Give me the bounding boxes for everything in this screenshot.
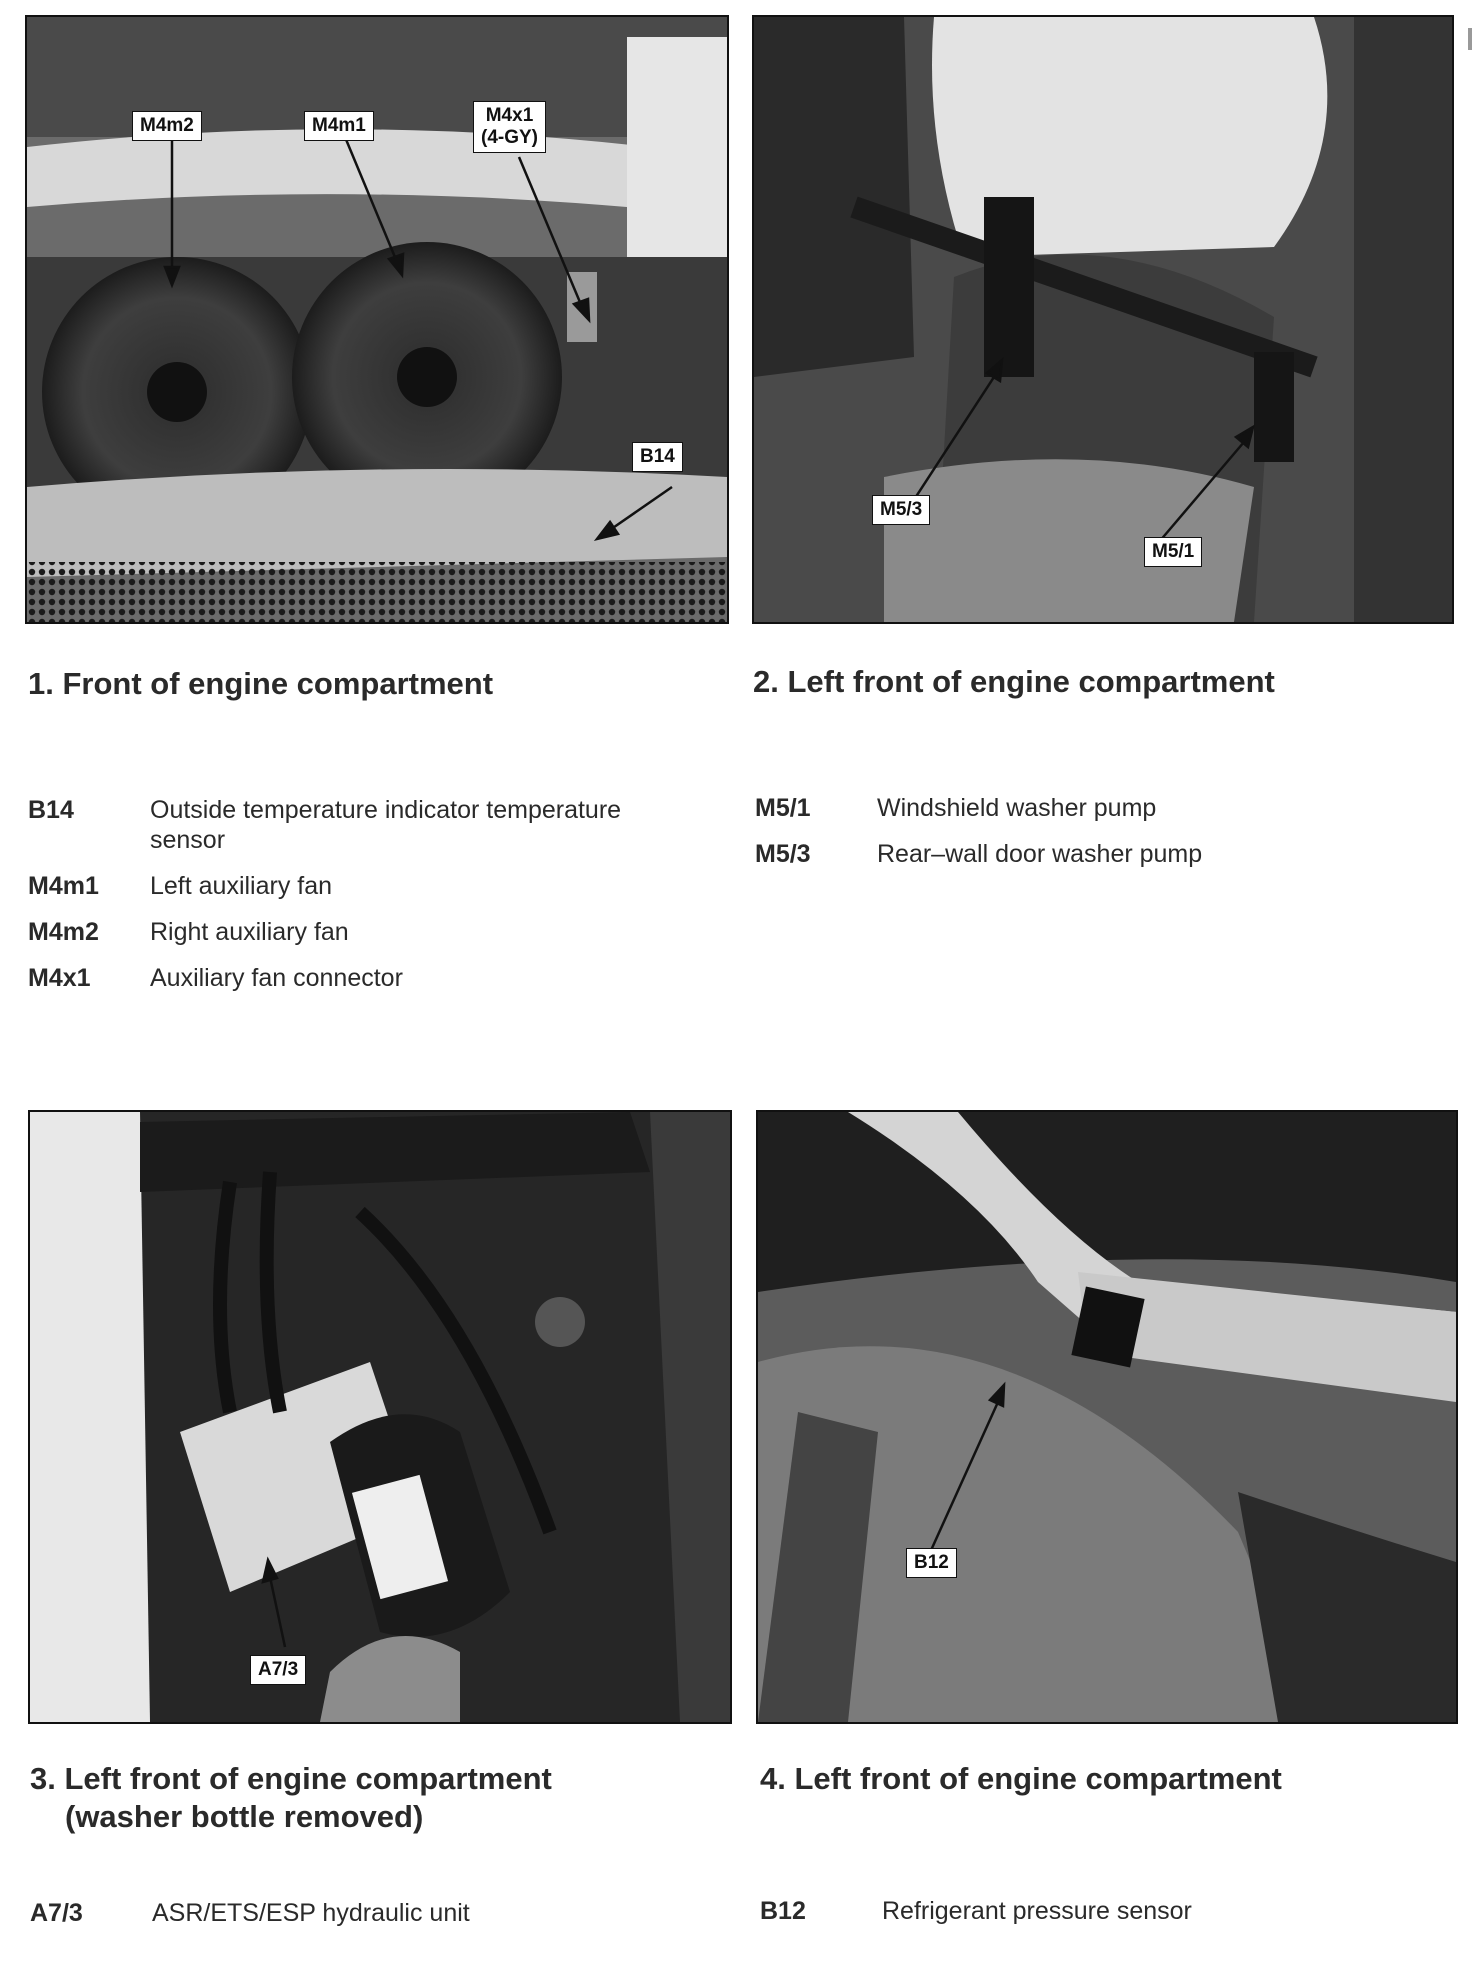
- figure-3-title: Left front of engine compartment: [64, 1761, 552, 1796]
- figure-2-title: Left front of engine compartment: [787, 664, 1275, 699]
- washer-pumps-photo-illustration: [754, 17, 1452, 622]
- legend-desc: Auxiliary fan connector: [150, 964, 403, 992]
- callout-b14: B14: [632, 442, 683, 472]
- figure-4-title: Left front of engine compartment: [794, 1761, 1282, 1796]
- legend-code: B14: [28, 796, 74, 824]
- callout-m4x1: [473, 101, 546, 153]
- legend-code: M4m2: [28, 918, 99, 946]
- legend-desc: Outside temperature indicator temperature sensor: [150, 796, 622, 854]
- legend-item: [28, 917, 670, 947]
- figure-3-caption-line1: [30, 1760, 552, 1798]
- hydraulic-unit-photo-illustration: [30, 1112, 730, 1722]
- figure-3-caption-line2: (washer bottle removed): [65, 1799, 424, 1834]
- legend-item: [30, 1898, 672, 1928]
- figure-4-caption: [760, 1760, 1282, 1798]
- legend-code: M4m1: [28, 872, 99, 900]
- legend-item: [28, 795, 670, 855]
- legend-desc: Windshield washer pump: [877, 794, 1157, 822]
- legend-desc: ASR/ETS/ESP hydraulic unit: [152, 1899, 470, 1927]
- figure-4-number: 4.: [760, 1761, 786, 1796]
- legend-code: M5/3: [755, 840, 811, 868]
- legend-item: [760, 1896, 1402, 1926]
- figure-4-photo: [756, 1110, 1458, 1724]
- figure-1-legend: [28, 795, 670, 1009]
- callout-m5-3: M5/3: [872, 495, 930, 525]
- figure-1-photo: [25, 15, 729, 624]
- figure-1-title: Front of engine compartment: [62, 666, 494, 701]
- figure-1-number: 1.: [28, 666, 54, 701]
- callout-m4m2: M4m2: [132, 111, 202, 141]
- figure-3-number: 3.: [30, 1761, 56, 1796]
- legend-desc: Rear–wall door washer pump: [877, 840, 1203, 868]
- figure-3-caption: [30, 1760, 552, 1836]
- legend-desc: Right auxiliary fan: [150, 918, 349, 946]
- callout-m5-1: M5/1: [1144, 537, 1202, 567]
- callout-b12: B12: [906, 1548, 957, 1578]
- legend-code: M5/1: [755, 794, 811, 822]
- figure-2-photo: [752, 15, 1454, 624]
- legend-code: M4x1: [28, 964, 91, 992]
- callout-m4x1-code: M4x1: [485, 105, 534, 126]
- pressure-sensor-photo-illustration: [758, 1112, 1456, 1722]
- figure-1-caption: [28, 665, 493, 703]
- engine-front-photo-illustration: [27, 17, 727, 622]
- legend-code: B12: [760, 1897, 806, 1925]
- legend-desc: Left auxiliary fan: [150, 872, 333, 900]
- callout-m4m1: M4m1: [304, 111, 374, 141]
- legend-item: [755, 839, 1397, 869]
- figure-2-caption: [753, 663, 1275, 701]
- figure-2-number: 2.: [753, 664, 779, 699]
- figure-3-legend: [30, 1898, 672, 1944]
- callout-m4x1-color: (4-GY): [481, 127, 538, 148]
- legend-desc: Refrigerant pressure sensor: [882, 1897, 1192, 1925]
- legend-item: [28, 871, 670, 901]
- page-edge-marker: [1468, 28, 1472, 50]
- legend-item: [28, 963, 670, 993]
- figure-2-legend: [755, 793, 1397, 885]
- figure-3-photo: [28, 1110, 732, 1724]
- legend-code: A7/3: [30, 1899, 83, 1927]
- figure-4-legend: [760, 1896, 1402, 1942]
- callout-a7-3: A7/3: [250, 1655, 306, 1685]
- legend-item: [755, 793, 1397, 823]
